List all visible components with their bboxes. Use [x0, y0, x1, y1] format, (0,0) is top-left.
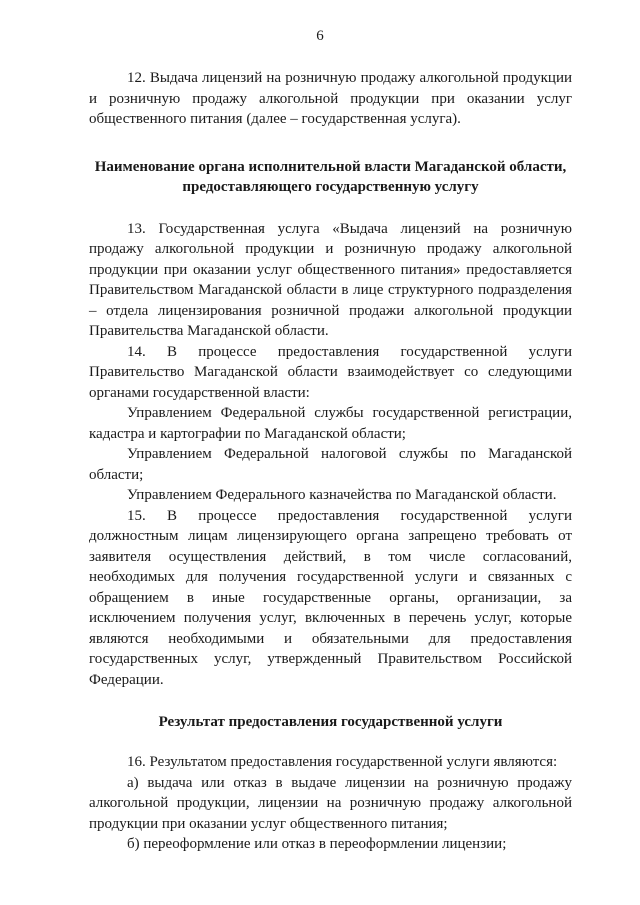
section-heading-authority [89, 157, 572, 197]
spacer [89, 130, 572, 157]
list-item-tax-service: Управлением Федеральной налоговой службы по Магаданской области; [89, 446, 572, 483]
section-heading-authority-line-1: Наименование органа исполнительной власти Магаданской области, [94, 158, 567, 175]
document-body [89, 68, 572, 855]
list-item-rosreestr: Управлением Федеральной службы государственной регистрации, кадастра и картографии по Магаданской области; [89, 405, 572, 442]
section-heading-authority-line-2: предоставляющего государственную услугу [182, 178, 479, 195]
spacer [89, 732, 572, 752]
spacer [89, 690, 572, 712]
list-item-a: а) выдача или отказ в выдаче лицензии на розничную продажу алкогольной продукции, лицензии на розничную продажу алкогольной продукции при оказании услуг общественного питания; [89, 774, 572, 832]
paragraph-16: 16. Результатом предоставления государственной услуги являются: [127, 754, 558, 770]
spacer [89, 197, 572, 219]
section-heading-result: Результат предоставления государственной услуги [158, 714, 503, 730]
paragraph-12: 12. Выдача лицензий на розничную продажу алкогольной продукции и розничную продажу алкогольной продукции при оказании услуг общественного питания (далее – государственная услуга). [89, 70, 572, 127]
page-number: 6 [316, 28, 324, 44]
paragraph-14: 14. В процессе предоставления государственной услуги Правительство Магаданской области взаимодействует со следующими органами государственной власти: [89, 343, 572, 401]
list-item-b: б) переоформление или отказ в переоформлении лицензии; [127, 836, 507, 852]
paragraph-13: 13. Государственная услуга «Выдача лицензий на розничную продажу алкогольной продукции и розничную продажу алкогольной продукции при оказании услуг общественного питания» предоставляется Правительством Магаданской области в лице структурного подразделения – отдела лицензирования розничной продажи алкогольной продукции Правительства Магаданской области. [89, 220, 572, 339]
list-item-treasury: Управлением Федерального казначейства по Магаданской области. [127, 487, 557, 503]
paragraph-15: 15. В процессе предоставления государственной услуги должностным лицам лицензирующего органа запрещено требовать от заявителя осуществления действий, в том числе согласований, необходимых для получения государственной услуги и связанных с обращением в иные государственные органы, организации, за исключением получения услуг, включенных в перечень услуг, которые являются необходимыми и обязательными для предоставления государственных услуг, утвержденный Правительством Российской Федерации. [89, 507, 572, 688]
